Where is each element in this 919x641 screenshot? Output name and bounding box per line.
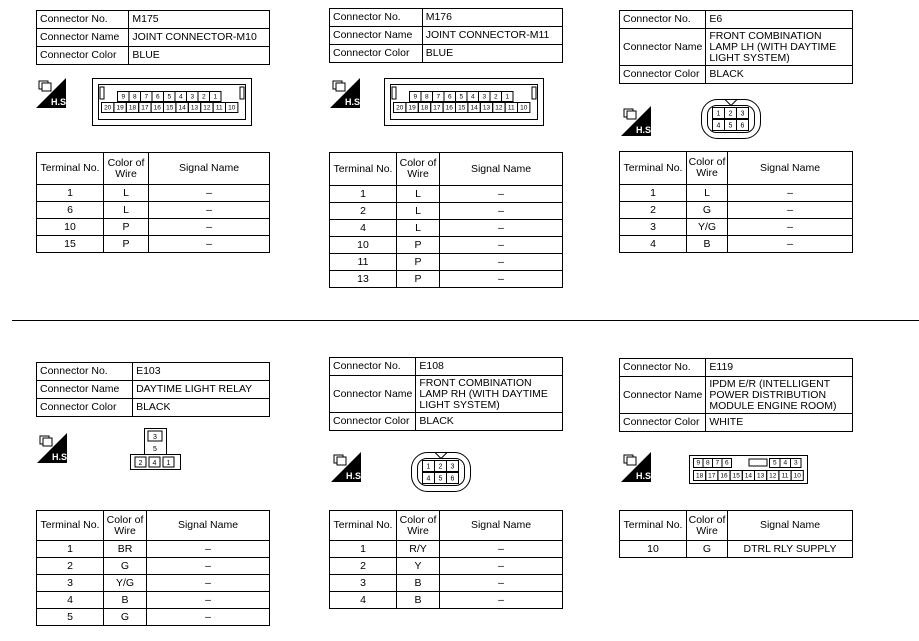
terminal-table: [619, 510, 853, 558]
pin-label: 2: [201, 93, 206, 101]
pin-label: 1: [716, 110, 721, 118]
pin-label: 20: [396, 104, 404, 112]
cell-terminal: 4: [620, 236, 687, 253]
table-row: [37, 185, 270, 202]
connector-name-value: JOINT CONNECTOR-M10: [129, 29, 270, 47]
cell-signal: –: [147, 592, 270, 609]
label-connector-name: Connector Name: [620, 29, 706, 66]
header-terminal-no: Terminal No.: [330, 511, 397, 541]
pin-row-bottom: [694, 471, 804, 481]
cell-wire-color: L: [104, 185, 149, 202]
cell-terminal: 1: [620, 185, 687, 202]
section-divider: [12, 320, 919, 321]
cell-signal: –: [728, 202, 853, 219]
table-row: [37, 592, 270, 609]
cell-terminal: 3: [37, 575, 104, 592]
connector-info-table: [619, 358, 853, 432]
cell-wire-color: L: [687, 185, 728, 202]
cell-signal: –: [440, 271, 563, 288]
pin-label: 3: [740, 110, 745, 118]
label-connector-name: Connector Name: [330, 27, 423, 45]
pin-label: 9: [121, 93, 126, 101]
cell-wire-color: R/Y: [397, 541, 440, 558]
connector-diagram-e119: [689, 455, 809, 490]
pin-label: 5: [167, 93, 172, 101]
cell-wire-color: B: [687, 236, 728, 253]
pin-row-top: [118, 92, 222, 102]
table-row: [330, 203, 563, 220]
label-connector-name: Connector Name: [37, 381, 133, 399]
cell-signal: –: [440, 254, 563, 271]
cell-terminal: 11: [330, 254, 397, 271]
table-row: [37, 558, 270, 575]
pin-label: 15: [458, 104, 466, 112]
pin-label: 11: [215, 104, 223, 112]
cell-signal: –: [440, 220, 563, 237]
pin-label: 6: [450, 475, 455, 483]
pin-label: 5: [772, 459, 777, 467]
connector-color-value: BLUE: [422, 45, 562, 63]
cell-wire-color: B: [397, 575, 440, 592]
pin-label: 20: [104, 104, 112, 112]
cell-signal: –: [440, 541, 563, 558]
cell-terminal: 6: [37, 202, 104, 219]
cell-terminal: 1: [330, 186, 397, 203]
terminal-table: [329, 510, 563, 609]
table-row: [37, 575, 270, 592]
connector-no-value: M176: [422, 9, 562, 27]
connector-name-value: FRONT COMBINATION LAMP RH (WITH DAYTIME LIGHT SYSTEM): [416, 376, 563, 413]
connector-color-value: BLACK: [133, 399, 270, 417]
hs-label: H.S.: [345, 97, 363, 107]
hs-icon: [36, 78, 69, 108]
cell-terminal: 10: [37, 219, 104, 236]
header-color-of-wire: Color of Wire: [104, 511, 147, 541]
pin-label: 8: [705, 459, 710, 467]
cell-terminal: 10: [620, 541, 687, 558]
terminal-table: [619, 151, 853, 253]
cell-terminal: 4: [330, 220, 397, 237]
cell-signal: –: [728, 185, 853, 202]
connector-color-value: WHITE: [706, 414, 853, 432]
cell-signal: –: [147, 609, 270, 626]
pin-label: 5: [728, 122, 733, 130]
header-signal-name: Signal Name: [147, 511, 270, 541]
header-signal-name: Signal Name: [440, 153, 563, 186]
pin-label: 16: [720, 472, 728, 480]
table-row: [330, 220, 563, 237]
connector-no-value: E119: [706, 359, 853, 377]
table-row: [330, 254, 563, 271]
connector-name-value: IPDM E/R (INTELLIGENT POWER DISTRIBUTION MODULE ENGINE ROOM): [706, 377, 853, 414]
header-color-of-wire: Color of Wire: [687, 511, 728, 541]
cell-terminal: 5: [37, 609, 104, 626]
header-color-of-wire: Color of Wire: [397, 153, 440, 186]
pin-label: 16: [445, 104, 453, 112]
pin-label: 3: [153, 434, 157, 441]
pin-label: 6: [447, 93, 452, 101]
cell-wire-color: G: [687, 202, 728, 219]
cell-terminal: 1: [37, 185, 104, 202]
connector-info-table: [36, 10, 270, 65]
pin-label: 1: [505, 93, 510, 101]
cell-wire-color: Y: [397, 558, 440, 575]
cell-signal: –: [440, 592, 563, 609]
label-connector-color: Connector Color: [330, 45, 423, 63]
pin-label: 2: [438, 463, 443, 471]
cell-wire-color: L: [104, 202, 149, 219]
hs-label: H.S.: [636, 471, 654, 481]
header-terminal-no: Terminal No.: [37, 511, 104, 541]
pin-label: 17: [141, 104, 149, 112]
cell-terminal: 15: [37, 236, 104, 253]
pin-label: 8: [132, 93, 137, 101]
pin-label: 12: [495, 104, 503, 112]
pin-label: 9: [413, 93, 418, 101]
connector-no-value: E6: [706, 11, 853, 29]
pin-label: 3: [793, 459, 798, 467]
cell-wire-color: P: [104, 219, 149, 236]
cell-signal: –: [147, 558, 270, 575]
cell-wire-color: B: [397, 592, 440, 609]
pin-label: 5: [459, 93, 464, 101]
terminal-table: [36, 510, 270, 626]
pin-label: 1: [166, 460, 171, 467]
cell-wire-color: P: [397, 271, 440, 288]
pin-label: 13: [756, 472, 765, 480]
table-row: [330, 237, 563, 254]
cell-wire-color: P: [397, 254, 440, 271]
cell-terminal: 13: [330, 271, 397, 288]
pin-label: 10: [228, 104, 236, 112]
pin-label: 13: [482, 104, 491, 112]
cell-terminal: 2: [330, 558, 397, 575]
cell-signal: –: [440, 186, 563, 203]
pin-label: 6: [155, 93, 160, 101]
table-row: [620, 541, 853, 558]
label-connector-color: Connector Color: [620, 414, 706, 432]
cell-signal: –: [728, 219, 853, 236]
header-terminal-no: Terminal No.: [620, 511, 687, 541]
table-row: [330, 558, 563, 575]
pin-label: 4: [178, 93, 183, 101]
table-row: [37, 609, 270, 626]
terminal-table: [329, 152, 563, 288]
pin-label: 17: [433, 104, 441, 112]
header-terminal-no: Terminal No.: [37, 153, 104, 185]
pin-label: 18: [128, 104, 137, 112]
cell-terminal: 1: [37, 541, 104, 558]
label-connector-no: Connector No.: [330, 9, 423, 27]
hs-label: H.S.: [51, 97, 69, 107]
connector-color-value: BLACK: [706, 66, 853, 84]
pin-label: 17: [708, 472, 716, 480]
pin-label: 3: [482, 93, 487, 101]
pin-label: 5: [438, 475, 443, 483]
cell-terminal: 3: [620, 219, 687, 236]
connector-diagram-e6: [699, 97, 763, 146]
pin-label: 11: [507, 104, 515, 112]
label-connector-color: Connector Color: [620, 66, 706, 84]
hs-label: H.S.: [346, 471, 364, 481]
pin-row-top: [410, 92, 514, 102]
header-signal-name: Signal Name: [728, 511, 853, 541]
cell-wire-color: L: [397, 203, 440, 220]
pin-label: 6: [740, 122, 745, 130]
cell-wire-color: BR: [104, 541, 147, 558]
pin-label: 15: [166, 104, 174, 112]
connector-diagram-m176: [384, 78, 544, 131]
table-row: [620, 219, 853, 236]
pin-label: 12: [203, 104, 211, 112]
pin-label: 7: [436, 93, 441, 101]
connector-color-value: BLUE: [129, 47, 270, 65]
cell-wire-color: G: [104, 609, 147, 626]
cell-signal: –: [147, 541, 270, 558]
pin-label: 1: [426, 463, 431, 471]
pin-label: 19: [116, 104, 124, 112]
hs-icon: [330, 78, 363, 108]
table-row: [330, 592, 563, 609]
table-row: [620, 202, 853, 219]
pin-label: 8: [424, 93, 429, 101]
header-terminal-no: Terminal No.: [620, 152, 687, 185]
cell-terminal: 1: [330, 541, 397, 558]
connector-info-table: [329, 8, 563, 63]
cell-signal: –: [440, 575, 563, 592]
cell-terminal: 4: [37, 592, 104, 609]
connector-info-table: [36, 362, 270, 417]
connector-no-value: E108: [416, 358, 563, 376]
label-connector-no: Connector No.: [620, 359, 706, 377]
hs-icon: [37, 433, 70, 463]
cell-wire-color: Y/G: [687, 219, 728, 236]
cell-signal: –: [440, 237, 563, 254]
cell-terminal: 3: [330, 575, 397, 592]
pin-label: 15: [732, 472, 740, 480]
header-signal-name: Signal Name: [149, 153, 270, 185]
pin-label: 18: [695, 472, 704, 480]
connector-name-value: JOINT CONNECTOR-M11: [422, 27, 562, 45]
pin-label: 14: [470, 104, 478, 112]
pin-label: 16: [153, 104, 161, 112]
connector-name-value: FRONT COMBINATION LAMP LH (WITH DAYTIME LIGHT SYSTEM): [706, 29, 853, 66]
cell-terminal: 4: [330, 592, 397, 609]
pin-label: 6: [724, 459, 729, 467]
table-row: [37, 219, 270, 236]
table-row: [620, 236, 853, 253]
pin-label: 2: [493, 93, 498, 101]
cell-wire-color: L: [397, 186, 440, 203]
pin-row-bottom: [394, 103, 530, 113]
hs-icon: [331, 452, 364, 482]
pin-label: 3: [450, 463, 455, 471]
table-row: [37, 202, 270, 219]
header-signal-name: Signal Name: [728, 152, 853, 185]
hs-icon: [621, 106, 654, 136]
terminal-table: [36, 152, 270, 253]
pin-label: 7: [715, 459, 720, 467]
hs-icon: [621, 452, 654, 482]
cell-signal: –: [728, 236, 853, 253]
connector-diagram-m175: [92, 78, 252, 131]
table-row: [37, 541, 270, 558]
pin-label: 10: [520, 104, 528, 112]
cell-wire-color: P: [397, 237, 440, 254]
connector-info-table: [329, 357, 563, 431]
header-color-of-wire: Color of Wire: [397, 511, 440, 541]
pin-row-bottom: [102, 103, 238, 113]
header-terminal-no: Terminal No.: [330, 153, 397, 186]
pin-label: 14: [744, 472, 753, 480]
pin-label: 4: [470, 93, 475, 101]
label-connector-no: Connector No.: [37, 363, 133, 381]
connector-color-value: BLACK: [416, 413, 563, 431]
cell-wire-color: Y/G: [104, 575, 147, 592]
pin-label: 9: [696, 459, 701, 467]
cell-terminal: 2: [37, 558, 104, 575]
label-connector-color: Connector Color: [37, 47, 129, 65]
table-row: [330, 575, 563, 592]
pin-label: 4: [716, 122, 721, 130]
pin-label: 5: [153, 446, 157, 453]
cell-wire-color: P: [104, 236, 149, 253]
connector-diagram-e108: [409, 450, 473, 499]
label-connector-name: Connector Name: [330, 376, 416, 413]
cell-terminal: 2: [620, 202, 687, 219]
pin-label: 18: [420, 104, 429, 112]
pin-label: 4: [152, 460, 157, 467]
cell-terminal: 2: [330, 203, 397, 220]
pin-label: 3: [190, 93, 195, 101]
label-connector-color: Connector Color: [37, 399, 133, 417]
cell-signal: –: [440, 203, 563, 220]
table-row: [37, 236, 270, 253]
pin-label: 1: [213, 93, 218, 101]
hs-label: H.S.: [52, 452, 70, 462]
header-color-of-wire: Color of Wire: [104, 153, 149, 185]
label-connector-name: Connector Name: [37, 29, 129, 47]
label-connector-no: Connector No.: [620, 11, 706, 29]
label-connector-color: Connector Color: [330, 413, 416, 431]
table-row: [330, 541, 563, 558]
cell-signal: –: [440, 558, 563, 575]
pin-label: 13: [190, 104, 199, 112]
cell-wire-color: G: [687, 541, 728, 558]
label-connector-name: Connector Name: [620, 377, 706, 414]
cell-signal: –: [149, 236, 270, 253]
cell-signal: –: [149, 202, 270, 219]
hs-label: H.S.: [636, 125, 654, 135]
connector-diagram-e103: [130, 427, 182, 476]
cell-signal: DTRL RLY SUPPLY: [728, 541, 853, 558]
pin-label: 10: [793, 472, 801, 480]
connector-no-value: M175: [129, 11, 270, 29]
connector-info-table: [619, 10, 853, 84]
cell-signal: –: [149, 219, 270, 236]
pin-label: 19: [408, 104, 416, 112]
connector-name-value: DAYTIME LIGHT RELAY: [133, 381, 270, 399]
cell-wire-color: G: [104, 558, 147, 575]
label-connector-no: Connector No.: [37, 11, 129, 29]
pin-label: 2: [138, 460, 143, 467]
pin-label: 4: [783, 459, 788, 467]
pin-label: 4: [426, 475, 431, 483]
cell-signal: –: [147, 575, 270, 592]
cell-wire-color: B: [104, 592, 147, 609]
pin-label: 14: [178, 104, 186, 112]
connector-no-value: E103: [133, 363, 270, 381]
header-color-of-wire: Color of Wire: [687, 152, 728, 185]
cell-terminal: 10: [330, 237, 397, 254]
pin-label: 12: [769, 472, 777, 480]
pin-label: 11: [781, 472, 789, 480]
cell-wire-color: L: [397, 220, 440, 237]
label-connector-no: Connector No.: [330, 358, 416, 376]
table-row: [330, 186, 563, 203]
table-row: [330, 271, 563, 288]
pin-label: 7: [144, 93, 149, 101]
header-signal-name: Signal Name: [440, 511, 563, 541]
cell-signal: –: [149, 185, 270, 202]
table-row: [620, 185, 853, 202]
pin-label: 2: [728, 110, 733, 118]
